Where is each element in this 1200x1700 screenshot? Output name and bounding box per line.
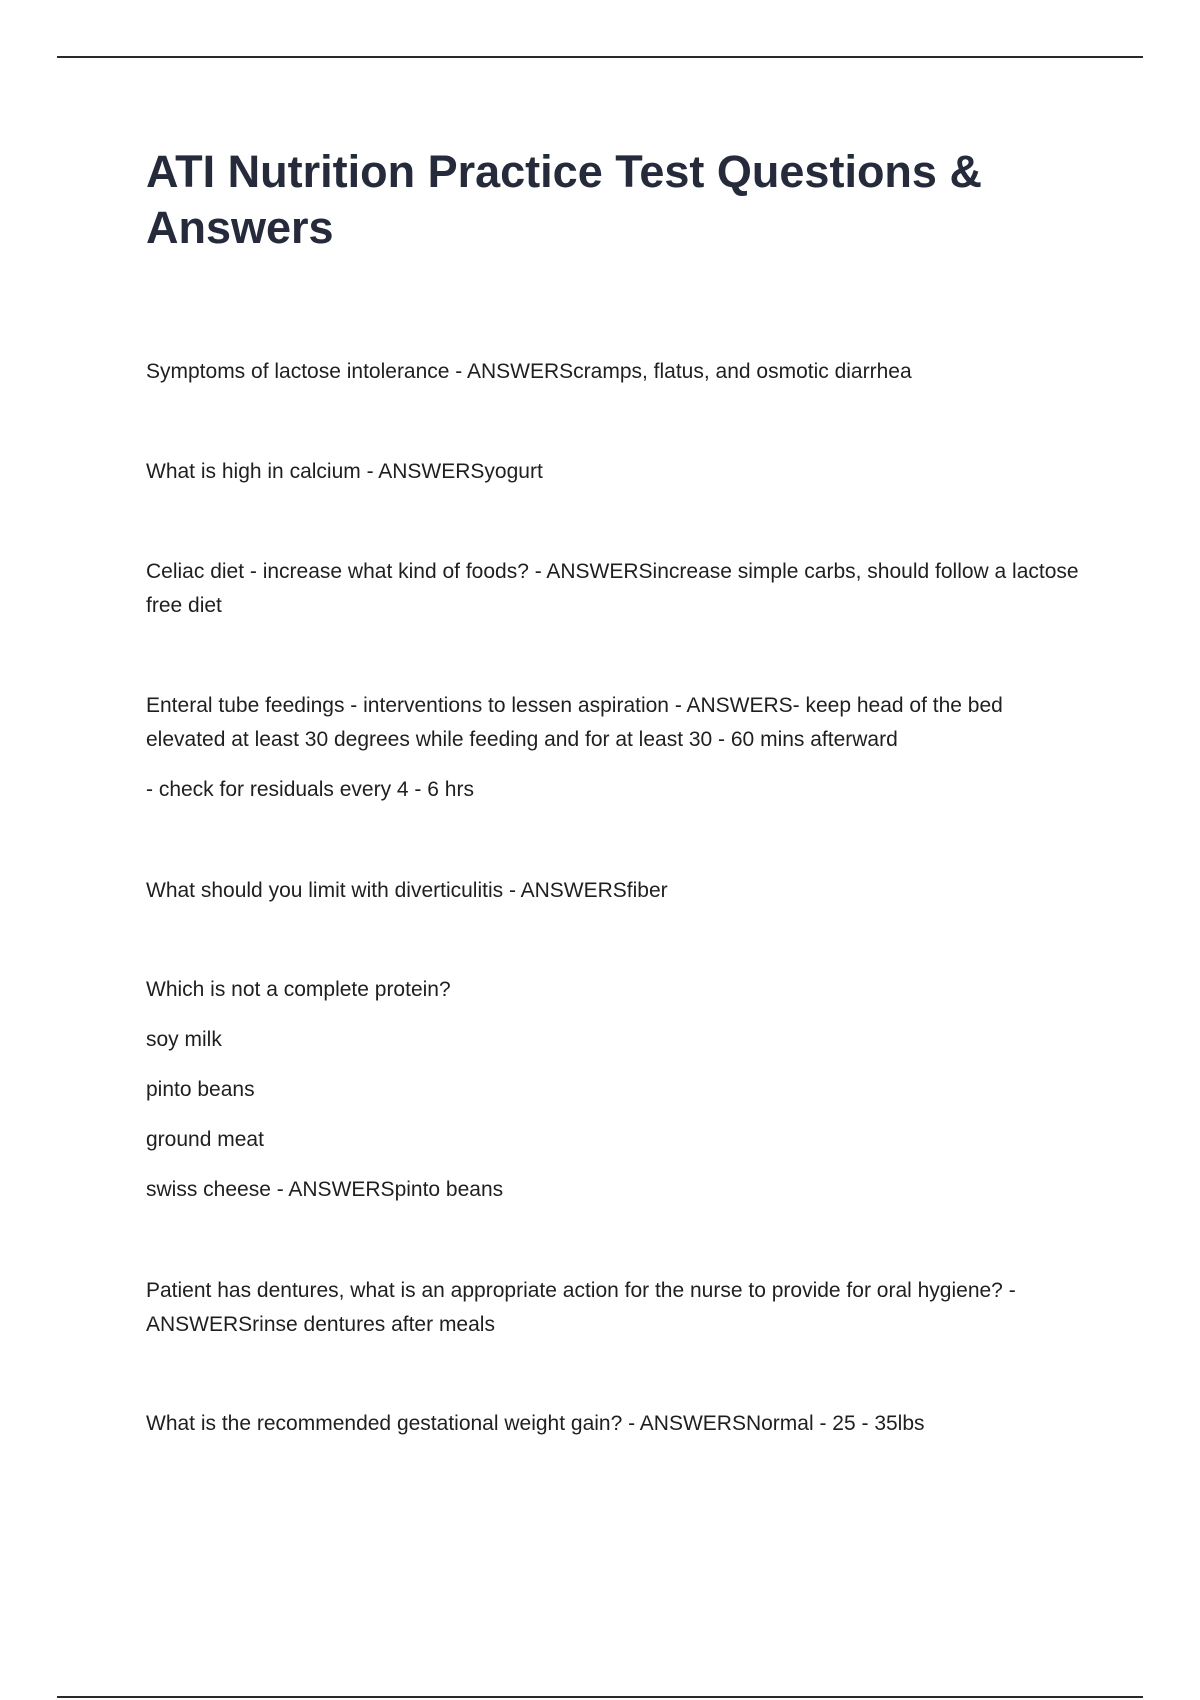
qa-entry-calcium xyxy=(146,455,1086,489)
qa-question: Which is not a complete protein? xyxy=(146,978,451,1001)
qa-text: Celiac diet - increase what kind of foods? - ANSWERSincrease simple carbs, should follow a lactose free diet xyxy=(146,560,1079,617)
top-divider xyxy=(57,56,1143,58)
qa-option: pinto beans xyxy=(146,1078,255,1101)
qa-text: Symptoms of lactose intolerance - ANSWERScramps, flatus, and osmotic diarrhea xyxy=(146,360,912,383)
qa-text: - check for residuals every 4 - 6 hrs xyxy=(146,778,474,801)
qa-entry-gestational-weight xyxy=(146,1407,1086,1441)
qa-option: ground meat xyxy=(146,1128,264,1151)
document-title: ATI Nutrition Practice Test Questions & Answers xyxy=(146,146,982,253)
qa-entry-dentures xyxy=(146,1274,1086,1342)
qa-option: swiss cheese - ANSWERSpinto beans xyxy=(146,1178,504,1201)
qa-entry-complete-protein xyxy=(146,973,1086,1207)
bottom-divider xyxy=(57,1696,1143,1698)
qa-text: What should you limit with diverticulitis - ANSWERSfiber xyxy=(146,879,668,902)
qa-text: Enteral tube feedings - interventions to lessen aspiration - ANSWERS- keep head of the bed elevated at least 30 degrees while feeding and for at least 30 - 60 mins afterward xyxy=(146,694,1003,751)
qa-entry-enteral-feedings xyxy=(146,689,1086,807)
qa-text: What is the recommended gestational weight gain? - ANSWERSNormal - 25 - 35lbs xyxy=(146,1412,925,1435)
qa-entry-celiac-diet xyxy=(146,555,1086,623)
qa-text: What is high in calcium - ANSWERSyogurt xyxy=(146,460,543,483)
qa-entry-diverticulitis xyxy=(146,874,1086,908)
qa-text: Patient has dentures, what is an appropriate action for the nurse to provide for oral hygiene? - ANSWERSrinse dentures after meals xyxy=(146,1279,1016,1336)
qa-entry-lactose-intolerance xyxy=(146,355,1086,389)
qa-option: soy milk xyxy=(146,1028,222,1051)
